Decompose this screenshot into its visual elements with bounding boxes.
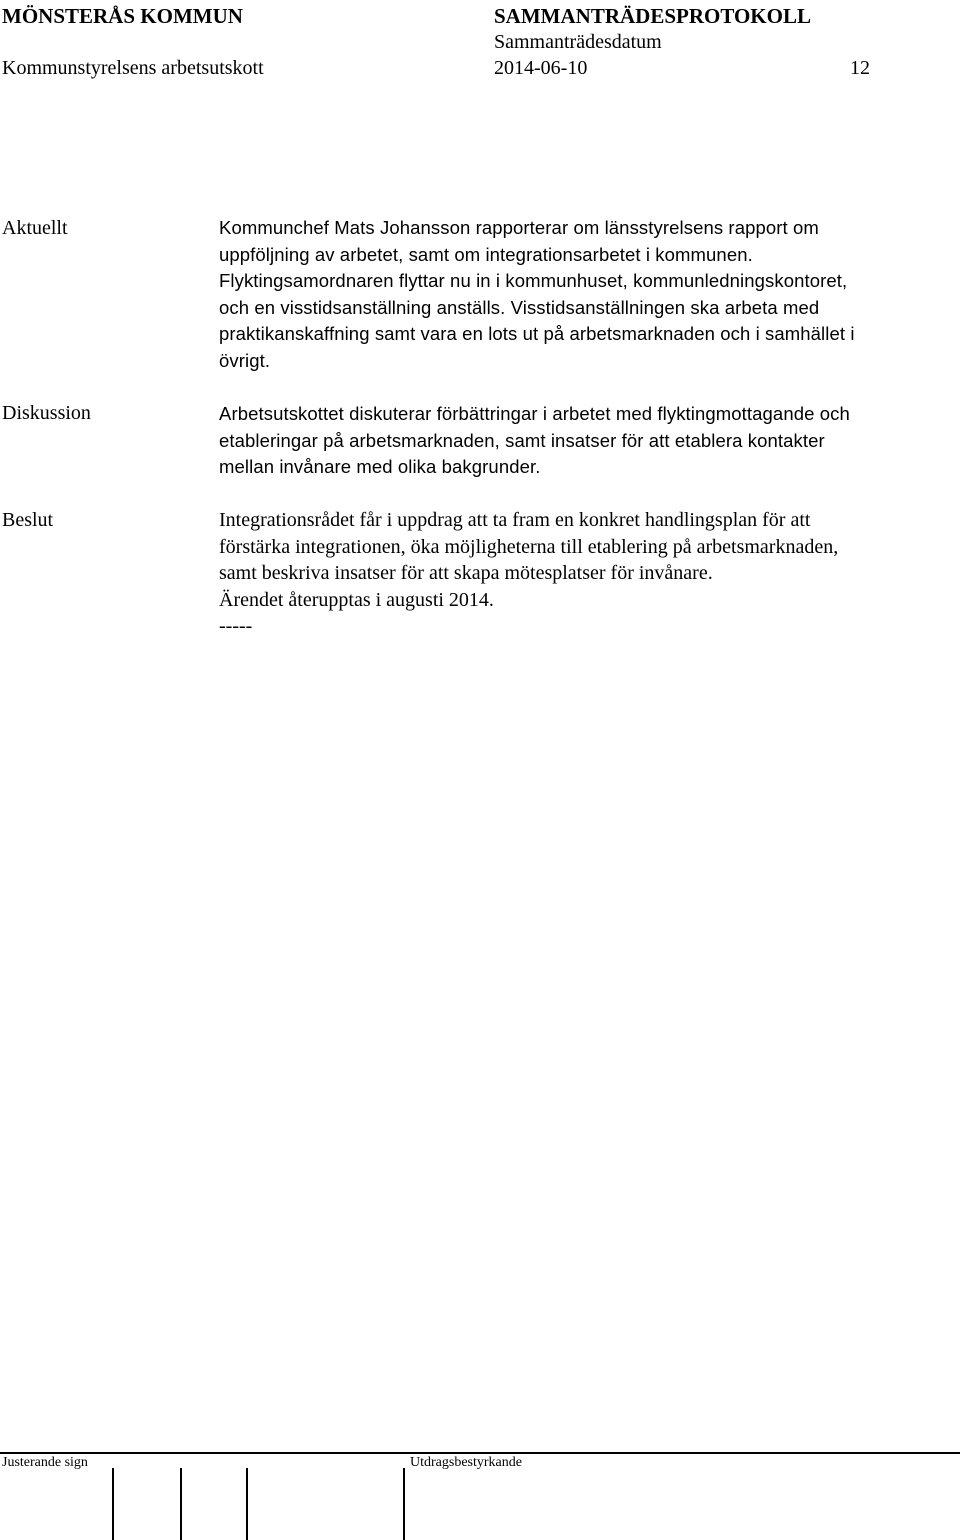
footer-justerande-label: Justerande sign [2,1455,88,1470]
section-label-diskussion: Diskussion [2,402,91,424]
municipality-name: MÖNSTERÅS KOMMUN [2,4,243,28]
text-line: ----- [219,615,253,637]
text-line: etableringar på arbetsmarknaden, samt insatser för att etablera kontakter [219,429,825,451]
text-line: Kommunchef Mats Johansson rapporterar om länsstyrelsens rapport om [219,217,819,238]
section-label-beslut: Beslut [2,509,54,531]
signature-divider [180,1468,182,1540]
text-line: praktikanskaffning samt vara en lots ut på arbetsmarknaden och i samhället i [219,323,855,344]
text-line: samt beskriva insatser för att skapa mötesplatser för invånare. [219,562,713,584]
text-line: övrigt. [219,349,271,371]
signature-divider [403,1468,405,1540]
text-line: Ärendet återupptas i augusti 2014. [219,588,494,611]
section-body-diskussion [219,401,944,481]
footer-rule [0,1452,960,1454]
document-type: SAMMANTRÄDESPROTOKOLL [494,4,811,28]
footer-utdrag-label: Utdragsbestyrkande [410,1455,522,1470]
text-line: mellan invånare med olika bakgrunder. [219,456,541,477]
meeting-date: 2014-06-10 [494,57,588,79]
text-line: Flyktingsamordnaren flyttar nu in i kommunhuset, kommunledningskontoret, [219,270,848,291]
text-line: uppföljning av arbetet, samt om integrationsarbetet i kommunen. [219,243,753,265]
text-line: och en visstidsanställning anställs. Visstidsanställningen ska arbeta med [219,296,820,318]
section-label-aktuellt: Aktuellt [2,217,68,239]
text-line: förstärka integrationen, öka möjligheterna till etablering på arbetsmarknaden, [219,535,839,558]
text-line: Integrationsrådet får i uppdrag att ta fram en konkret handlingsplan för att [219,509,811,531]
page-number: 12 [850,57,870,79]
signature-divider [246,1468,248,1540]
section-body-aktuellt [219,215,944,374]
meeting-date-label: Sammanträdesdatum [494,31,662,53]
signature-divider [112,1468,114,1540]
committee-name: Kommunstyrelsens arbetsutskott [2,57,264,79]
section-body-beslut [219,507,949,640]
text-line: Arbetsutskottet diskuterar förbättringar i arbetet med flyktingmottagande och [219,403,850,424]
